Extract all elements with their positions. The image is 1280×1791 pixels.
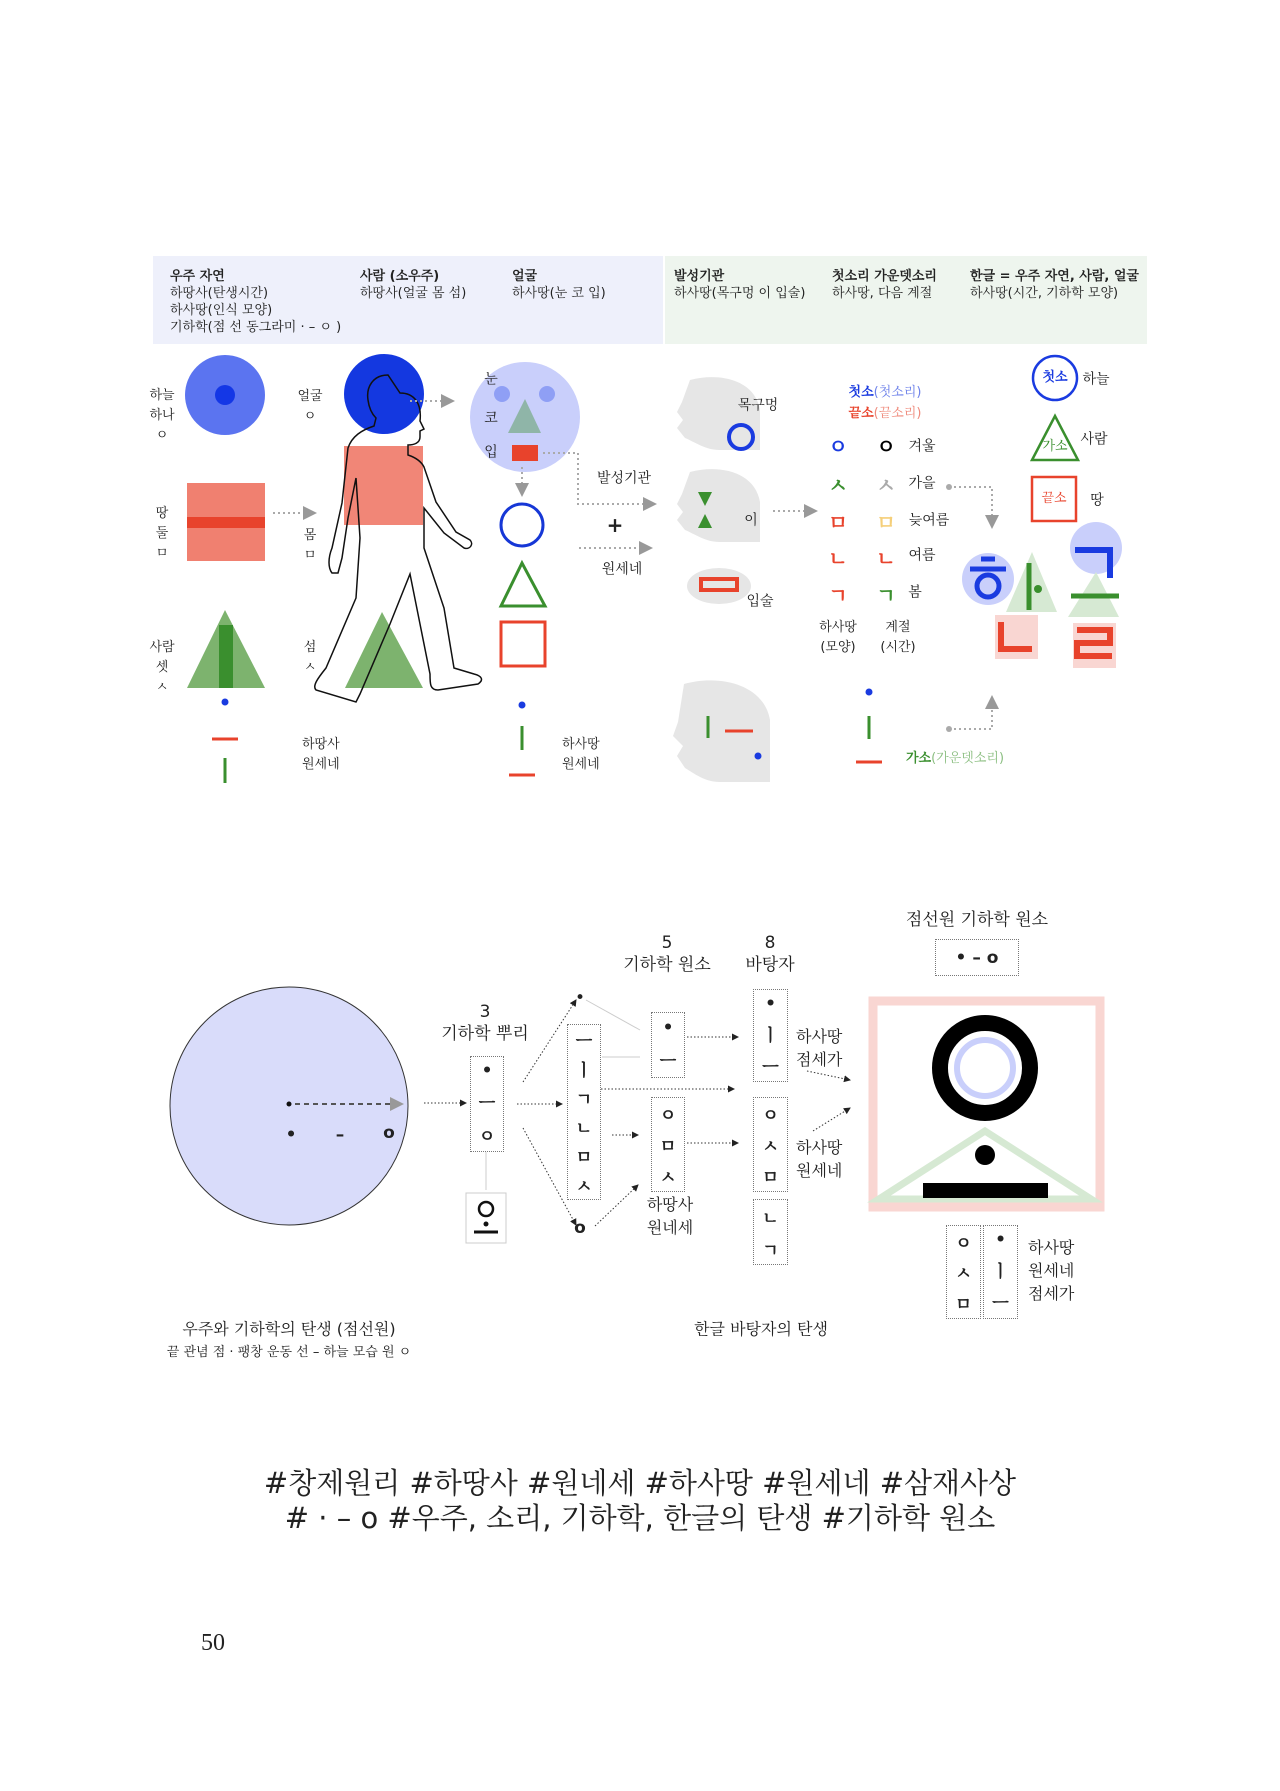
jamo: ㄱ	[762, 1240, 779, 1261]
label: 하사땅	[819, 620, 857, 635]
sky-dot-icon	[215, 385, 235, 405]
mouth-rect-icon	[512, 445, 538, 461]
strokes-box	[567, 1024, 601, 1200]
jamo: ㅁ	[955, 1295, 972, 1316]
final-box-2	[983, 1225, 1018, 1319]
header-col-face	[512, 268, 606, 302]
label: 하나	[149, 408, 175, 423]
jamo: ㅇ	[955, 1233, 972, 1254]
jamo: ㅇ	[762, 1106, 779, 1126]
header-title: 한글 = 우주 자연, 사람, 얼굴	[970, 269, 1139, 284]
season-column-caption	[880, 618, 915, 658]
shape-jamo: ㄴ	[828, 546, 848, 571]
label: 하땅사	[646, 1195, 694, 1214]
header-title: 우주 자연	[170, 269, 225, 284]
label: (모양)	[820, 640, 856, 655]
jamo: •	[662, 1017, 674, 1038]
header-col-nature	[170, 268, 341, 336]
header-title: 사람 (소우주)	[360, 269, 440, 284]
base-count: 8	[764, 932, 776, 953]
season-jamo: ㅅ	[876, 473, 896, 498]
jamo: ㅇ	[478, 1127, 496, 1147]
element-box-2	[651, 1097, 685, 1192]
label: 얼굴	[297, 389, 323, 404]
dot-icon	[866, 689, 873, 696]
island-triangle-icon	[345, 612, 423, 688]
middle-sound: 가소	[905, 751, 932, 767]
triangle-outline-icon	[501, 563, 545, 606]
jamo: ㅅ	[955, 1264, 972, 1285]
body-label	[304, 526, 317, 566]
element-caption	[647, 1193, 693, 1239]
header-line: 하땅사(얼굴 몸 섬)	[360, 286, 467, 301]
person-label	[149, 638, 174, 698]
last-sound: 끝소	[848, 406, 874, 422]
season-jamo: ㄴ	[876, 546, 896, 571]
element-box-1	[651, 1012, 685, 1078]
jamo: ㅅ	[575, 1177, 593, 1197]
label: 땅	[155, 506, 169, 521]
season-jamo: ㅁ	[876, 510, 896, 535]
jamo: ㅡ	[575, 1032, 593, 1052]
dot-icon	[287, 1102, 292, 1107]
jamo: ㅁ	[762, 1168, 779, 1188]
label: 계절	[885, 620, 911, 635]
earth-stripe-icon	[187, 517, 265, 528]
dot-element-icon	[975, 1145, 995, 1165]
season-jamo: ㅇ	[876, 434, 896, 459]
last-sound-label	[849, 406, 922, 422]
head-halo-icon	[344, 354, 424, 434]
shape-jamo: ㅇ	[828, 434, 848, 459]
shape-jamo: ㅅ	[828, 473, 848, 498]
label: 섬	[303, 640, 317, 655]
header-line: 기하학(점 선 동그라미 · – ㅇ )	[170, 320, 342, 335]
label: ㅇ	[155, 428, 169, 443]
element-count: 5	[661, 932, 673, 953]
hashtag-line: #창제원리 #하땅사 #원네세 #하사땅 #원세네 #삼재사상	[263, 1466, 1017, 1500]
sky-label: 하늘	[1082, 371, 1110, 388]
label: 몸	[303, 528, 317, 543]
jamo: •	[765, 993, 776, 1014]
root-box	[470, 1056, 504, 1152]
label: ㅇ	[303, 409, 317, 424]
jamo: ㅣ	[575, 1061, 593, 1081]
elements-box	[935, 939, 1019, 976]
circle-glyph: o	[574, 1217, 586, 1238]
season-arrow-icon	[949, 487, 992, 527]
hangul-caption: 한글 바탕자의 탄생	[694, 1319, 828, 1339]
label: 원세네	[302, 757, 340, 772]
jamo: ㅣ	[992, 1261, 1009, 1282]
eye-right-icon	[539, 386, 555, 402]
base-caption-2	[796, 1136, 842, 1182]
header-line: 하사땅(눈 코 입)	[512, 286, 606, 301]
o-dot-glyph-icon	[466, 1193, 506, 1243]
middle-sound-badge: 가소	[1042, 439, 1068, 455]
middle-arrow-start-icon	[946, 726, 952, 732]
season-label: 가을	[908, 475, 936, 492]
first-sound-label	[849, 385, 922, 401]
plus-label: +	[606, 513, 624, 537]
shape-column-caption	[819, 618, 857, 658]
dot-icon	[755, 753, 762, 760]
lips-label: 입술	[746, 593, 774, 610]
line-glyph: –	[335, 1124, 345, 1145]
point-glyph: •	[285, 1124, 297, 1145]
line-element-icon	[923, 1183, 1048, 1198]
person-label: 사람	[1080, 431, 1108, 448]
jamo: ㅣ	[762, 1025, 779, 1046]
jamo: ㅅ	[762, 1137, 779, 1157]
hangul-frame	[873, 1001, 1100, 1207]
header-line: 하사땅(목구멍 이 입술)	[674, 286, 806, 301]
jamo: •	[995, 1229, 1006, 1250]
jamo: ㅅ	[659, 1168, 677, 1188]
label: (시간)	[880, 640, 916, 655]
label: 원세네	[562, 757, 600, 772]
season-label: 여름	[908, 547, 936, 564]
face-label	[297, 387, 322, 427]
label: ㅅ	[303, 660, 317, 675]
jamo: ㅡ	[992, 1294, 1009, 1315]
circle-outline-icon	[501, 504, 543, 546]
label: 셋	[155, 660, 169, 675]
label: 원세네	[796, 1161, 843, 1180]
dot-icon	[222, 699, 229, 706]
final-caption	[1028, 1236, 1074, 1305]
page-number: 50	[201, 1630, 225, 1656]
base-box-3	[753, 1199, 788, 1265]
hangul-geul-glyph	[1068, 522, 1122, 668]
season-arrow-start-icon	[946, 484, 952, 490]
jamo: ㅡ	[478, 1094, 496, 1114]
header-col-organs	[674, 268, 805, 302]
shape-jamo: ㄱ	[828, 583, 848, 608]
jamo: ㅁ	[575, 1148, 593, 1168]
elements-title: 점선원 기하학 원소	[905, 909, 1049, 930]
header-line: 하땅사(탄생시간)	[170, 286, 269, 301]
jamo: ㄴ	[762, 1208, 779, 1229]
dot-icon	[519, 702, 526, 709]
jamo: ㄱ	[575, 1090, 593, 1110]
organ-label: 발성기관	[596, 470, 652, 487]
root-count: 3	[479, 1001, 491, 1022]
label: 하사땅	[562, 737, 600, 752]
season-label: 겨울	[908, 438, 936, 455]
jamo: ㅁ	[659, 1137, 677, 1157]
middle-sound-label	[906, 751, 1004, 767]
jamo: ㅡ	[762, 1057, 779, 1078]
header-line: 하사땅, 다음 계절	[832, 286, 933, 301]
header-title: 발성기관	[674, 269, 725, 284]
first-sound: 첫소	[848, 385, 874, 401]
jamo: ㄴ	[575, 1119, 593, 1139]
label: 사람	[149, 640, 175, 655]
header-line: 하사땅(시간, 기하학 모양)	[970, 286, 1119, 301]
person-bar-icon	[219, 625, 233, 688]
hangul-han-glyph	[962, 552, 1057, 659]
label: ㅁ	[303, 548, 317, 563]
teeth-label: 이	[744, 512, 758, 529]
first-sound-badge: 첫소	[1042, 370, 1068, 386]
label: 원네세	[646, 1218, 694, 1237]
jamo: ㅇ	[659, 1106, 677, 1126]
elements-glyphs: • – o	[955, 947, 999, 968]
middle-sound-full: (가운뎃소리)	[931, 751, 1005, 767]
island-label	[304, 638, 317, 678]
header-line: 하사땅(인식 모양)	[170, 303, 273, 318]
mouth-label: 입	[484, 444, 498, 461]
label: 점세가	[1028, 1284, 1075, 1303]
face-order-label	[562, 735, 600, 775]
shape-label: 원세네	[601, 561, 643, 578]
label: ㅅ	[155, 680, 169, 695]
order-label	[302, 735, 340, 775]
base-box-2	[753, 1097, 788, 1192]
dot-glyph: •	[574, 987, 586, 1008]
label: 하땅사	[302, 737, 340, 752]
base-caption-1	[796, 1025, 842, 1071]
shape-jamo: ㅁ	[828, 510, 848, 535]
label: 점세가	[796, 1050, 843, 1069]
label: 원세네	[1028, 1261, 1075, 1280]
universe-subcaption: 끝 관념 점 · 팽창 운동 선 – 하늘 모습 원 ㅇ	[166, 1345, 412, 1361]
header-col-hangul	[970, 268, 1139, 302]
earth-label	[156, 504, 169, 564]
universe-caption: 우주와 기하학의 탄생 (점선원)	[182, 1319, 396, 1339]
root-label: 기하학 뿌리	[441, 1023, 529, 1044]
label: 하사땅	[796, 1027, 843, 1046]
nose-label: 코	[484, 410, 498, 427]
element-label: 기하학 원소	[623, 954, 711, 975]
hashtag-line: # · – o #우주, 소리, 기하학, 한글의 탄생 #기하학 원소	[284, 1501, 996, 1535]
header-col-sounds	[832, 268, 937, 302]
label: ㅁ	[155, 546, 169, 561]
sky-label	[149, 386, 174, 446]
season-label: 봄	[908, 584, 922, 601]
base-box-1	[753, 989, 788, 1082]
circle-glyph: o	[383, 1122, 395, 1143]
header-title: 얼굴	[512, 269, 538, 284]
last-sound-full: (끝소리)	[873, 406, 922, 422]
last-sound-badge: 끝소	[1041, 491, 1067, 507]
label: 하늘	[149, 388, 175, 403]
header-col-human	[360, 268, 466, 302]
jamo: ㅡ	[659, 1052, 677, 1073]
season-label: 늦여름	[908, 512, 950, 529]
label: 하사땅	[796, 1138, 843, 1157]
middle-arrow-icon	[949, 697, 992, 729]
square-outline-icon	[501, 622, 545, 666]
label: 둘	[155, 526, 169, 541]
final-box-1	[946, 1225, 981, 1319]
throat-label: 목구멍	[737, 397, 779, 414]
first-sound-full: (첫소리)	[873, 385, 922, 401]
season-jamo: ㄱ	[876, 583, 896, 608]
jamo: •	[481, 1061, 493, 1081]
earth-label: 땅	[1090, 492, 1104, 509]
header-title: 첫소리 가운뎃소리	[832, 269, 937, 284]
eye-label: 눈	[484, 371, 498, 388]
label: 하사땅	[1028, 1238, 1075, 1257]
base-label: 바탕자	[745, 954, 795, 975]
